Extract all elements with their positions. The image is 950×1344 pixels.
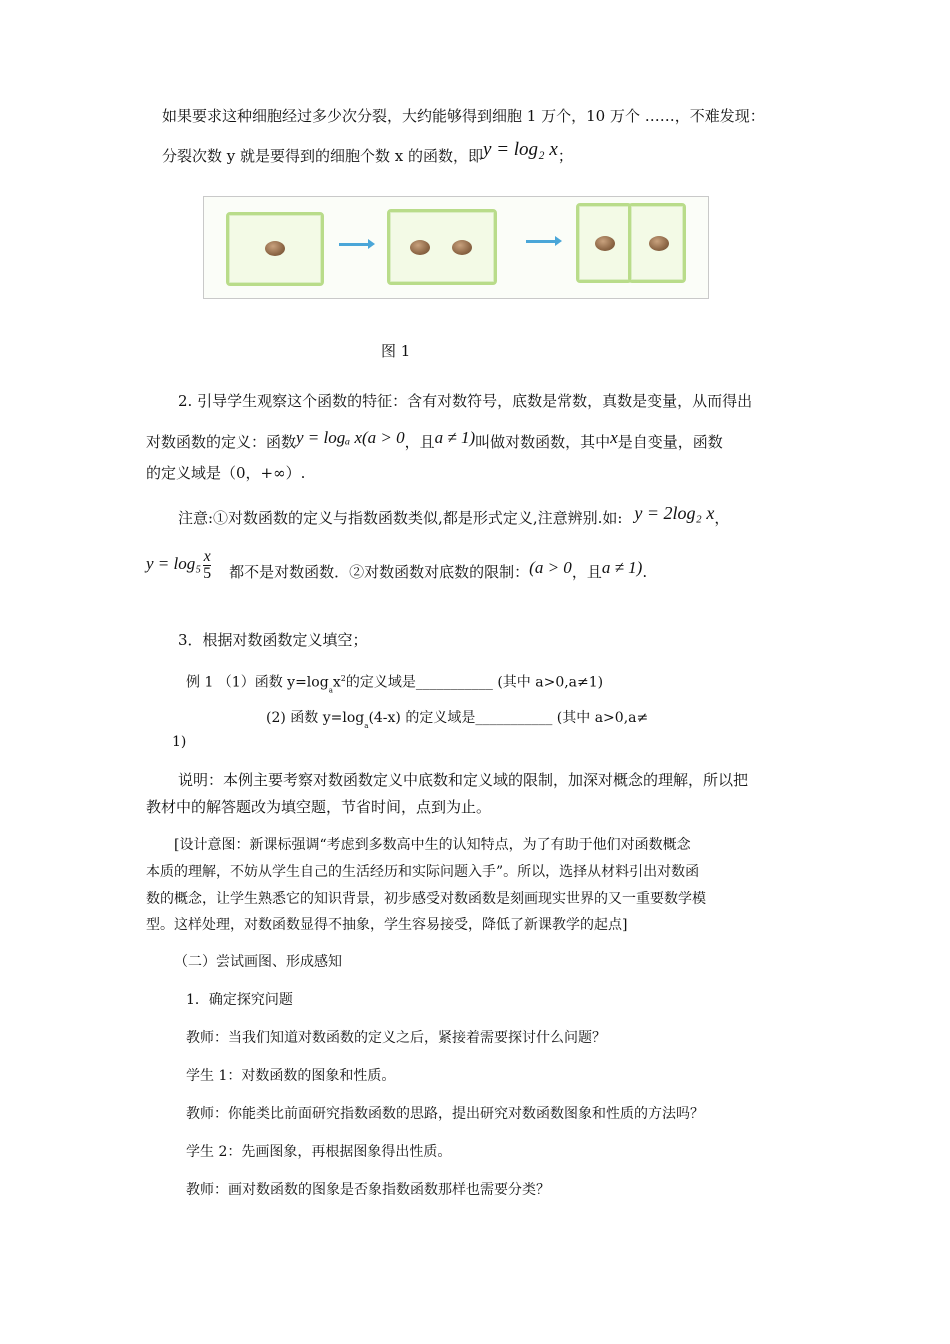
arrow-right-icon: [339, 243, 369, 246]
intro-line-1: 如果要求这种细胞经过多少次分裂，大约能够得到细胞 1 万个，10 万个 ……，不难发现：: [162, 107, 765, 125]
example-1-part-2-cont: 1): [172, 734, 187, 750]
example-1-part-2-text: (2) 函数 y=log: [266, 710, 365, 726]
dividing-cell: [387, 209, 497, 285]
example-1-part-1-text: 例 1 （1）函数 y=log: [186, 674, 329, 691]
definition-line-3: 的定义域是（0，+∞）.: [146, 464, 306, 482]
fraction-denominator: 5: [203, 564, 212, 582]
example-1-x: x: [332, 674, 341, 691]
design-intent-line-3: 数的概念，让学生熟悉它的知识背景，初步感受对数函数是刻画现实世界的又一重要数学模: [146, 891, 706, 907]
definition-line-2-text: 对数函数的定义：函数: [146, 433, 297, 451]
dialogue-student-2: 学生 2：先画图象，再根据图象得出性质。: [186, 1144, 452, 1160]
example-1-part-2-blank: (4-x) 的定义域是___________ (其中 a>0,a≠: [368, 710, 649, 726]
nucleus: [410, 240, 430, 255]
note-line-2-text: 都不是对数函数．②对数函数对底数的限制：: [229, 563, 530, 581]
log-base-a: a: [364, 722, 369, 730]
a-not-one-condition: a ≠ 1): [601, 558, 643, 577]
item-3: 3．根据对数函数定义填空；: [178, 631, 368, 649]
daughter-cell-right: [628, 203, 686, 283]
2log2x-formula: y = 2log₂ x: [634, 503, 715, 523]
definition-and: ，且: [404, 433, 435, 451]
design-intent-line-4: 型。这样处理，对数函数显得不抽象，学生容易接受，降低了新课教学的起点]: [146, 917, 628, 933]
log2-formula: y = log₂ x: [483, 139, 558, 160]
dialogue-teacher-2: 教师：你能类比前面研究指数函数的思路，提出研究对数函数图象和性质的方法吗？: [186, 1106, 704, 1122]
note-line-2: [146, 547, 648, 592]
intro-line-2: [162, 139, 573, 166]
log5-formula: y = log₅: [146, 554, 202, 573]
explanation-line-1: 说明：本例主要考察对数函数定义中底数和定义域的限制，加深对概念的理解，所以把: [178, 771, 749, 789]
x-over-5-fraction: [203, 549, 211, 582]
single-cell: [226, 212, 324, 286]
daughter-cell-left: [576, 203, 632, 283]
cell-division-figure: [203, 196, 709, 299]
example-1-part-1-blank: 的定义域是___________ (其中 a>0,a≠1): [345, 674, 604, 691]
dialogue-teacher-1: 教师：当我们知道对数函数的定义之后，紧接着需要探讨什么问题？: [186, 1030, 606, 1046]
definition-line-2-end: 是自变量，函数: [617, 433, 723, 451]
dialogue-student-1: 学生 1：对数函数的图象和性质。: [186, 1068, 396, 1084]
a-not-1-condition: a ≠ 1): [434, 428, 476, 447]
section-2-heading: （二）尝试画图、形成感知: [174, 954, 342, 970]
intro-line-2-text: 分裂次数 y 就是要得到的细胞个数 x 的函数，即: [162, 147, 484, 165]
note-line-1-text: 注意:①对数函数的定义与指数函数类似,都是形式定义,注意辨别.如:: [178, 509, 623, 527]
arrow-right-icon: [526, 240, 556, 243]
note-line-1-end: ，: [714, 509, 730, 527]
definition-line-1: 2. 引导学生观察这个函数的特征：含有对数符号，底数是常数，真数是变量，从而得出: [178, 392, 753, 410]
dialogue-teacher-3: 教师：画对数函数的图象是否象指数函数那样也需要分类？: [186, 1182, 550, 1198]
note-and: ，且: [571, 563, 602, 581]
log-base-a: a: [328, 686, 333, 695]
nucleus: [649, 236, 669, 251]
note-line-1: [178, 503, 730, 528]
note-end: .: [642, 563, 648, 581]
nucleus: [595, 236, 615, 251]
fraction-numerator: x: [203, 547, 211, 565]
example-1-part-2: [266, 708, 648, 736]
design-intent-line-1: [设计意图：新课标强调“考虑到多数高中生的认知特点，为了有助于他们对函数概念: [174, 837, 691, 853]
nucleus: [452, 240, 472, 255]
a-positive-condition: (a > 0: [529, 558, 572, 577]
figure-caption: 图 1: [381, 342, 411, 360]
log-a-formula: y = logₐ x(a > 0: [296, 428, 405, 447]
definition-line-2: [146, 428, 723, 452]
exponent-2: 2: [340, 674, 346, 683]
intro-line-2-end: ；: [557, 147, 573, 165]
variable-x: x: [610, 428, 618, 447]
definition-called: 叫做对数函数，其中: [475, 433, 611, 451]
nucleus: [265, 241, 285, 256]
explanation-line-2: 教材中的解答题改为填空题，节省时间，点到为止。: [146, 798, 492, 816]
section-2-item-1: 1．确定探究问题: [186, 992, 293, 1008]
design-intent-line-2: 本质的理解，不妨从学生自己的生活经历和实际问题入手”。所以，选择从材料引出对数函: [146, 864, 700, 880]
example-1-part-1: [186, 669, 603, 701]
